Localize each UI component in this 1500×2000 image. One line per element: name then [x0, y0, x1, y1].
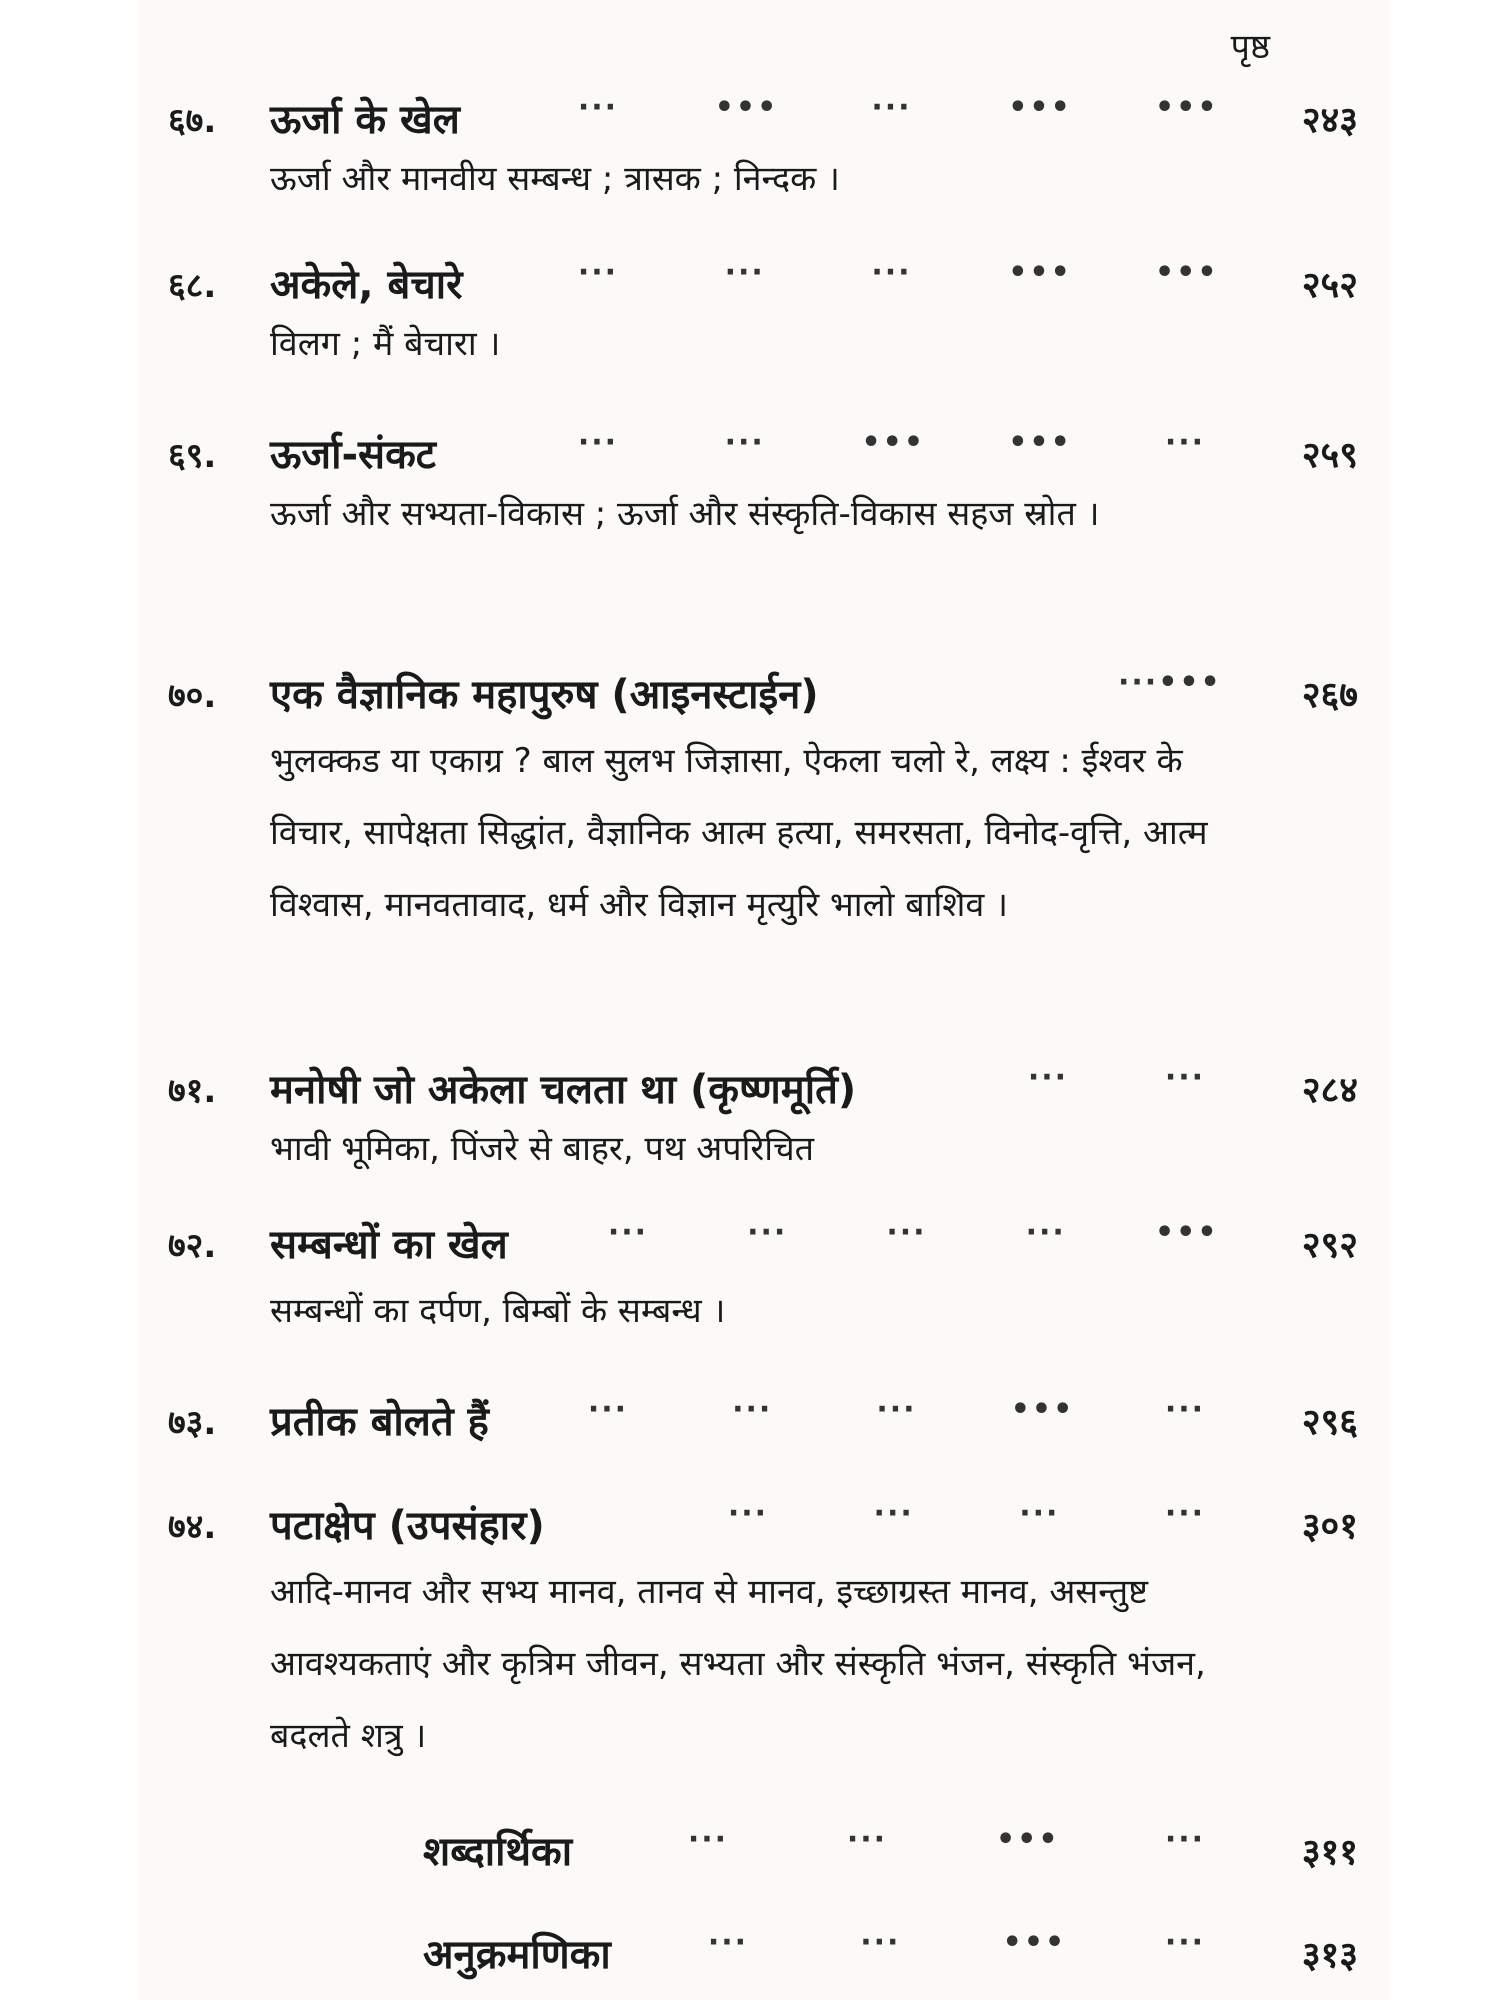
entry-description: विलग ; मैं बेचारा । [270, 324, 501, 364]
entry-description: भुलक्कड या एकाग्र ? बाल सुलभ जिज्ञासा, ऐकला चलो रे, लक्ष्य : ईश्वर के विचार, सापेक्षता सिद्धांत, वैज्ञानिक आत्म हत्या, समरसता, विनोद-वृत्ति, आत्म विश्वास, मानवतावाद, धर्म और विज्ञान मृत्युरि भालो बाशिव । [270, 741, 1208, 925]
toc-entry[interactable] [138, 1215, 1390, 1347]
entry-page: ३१३ [1301, 1935, 1358, 1976]
entry-title: प्रतीक बोलते हैं [270, 1399, 489, 1445]
leader-dots: ··· ••• [1118, 665, 1222, 700]
entry-number: ७४. [168, 1507, 217, 1547]
leader-dots: ··· ··· [1027, 1060, 1206, 1095]
toc-entry[interactable] [138, 425, 1390, 543]
entry-title: सम्बन्धों का खेल [270, 1222, 508, 1268]
leader-dots: ··· ··· ··· ••• ··· [587, 1392, 1206, 1427]
page-margin [0, 0, 138, 2000]
page-column-label: पृष्ठ [1230, 27, 1270, 67]
leader-dots: ··· ··· ••• ··· [687, 1822, 1206, 1857]
entry-number: ७१. [168, 1071, 217, 1111]
toc-page [138, 0, 1390, 2000]
entry-page: २६७ [1301, 675, 1358, 716]
toc-entry-index[interactable] [138, 1925, 1390, 1985]
entry-description: सम्बन्धों का दर्पण, बिम्बों के सम्बन्ध । [270, 1291, 726, 1331]
toc-entry-glossary[interactable] [138, 1822, 1390, 1882]
entry-page: २९२ [1301, 1225, 1358, 1266]
entry-title: ऊर्जा के खेल [270, 97, 460, 143]
entry-description: ऊर्जा और मानवीय सम्बन्ध ; त्रासक ; निन्दक । [270, 159, 840, 199]
entry-number: ६९. [168, 436, 217, 476]
entry-page: ३०१ [1301, 1506, 1358, 1547]
entry-number: ७०. [168, 676, 217, 716]
entry-description: भावी भूमिका, पिंजरे से बाहर, पथ अपरिचित [270, 1129, 815, 1169]
entry-number: ७३. [168, 1403, 217, 1443]
entry-title: अकेले, बेचारे [270, 262, 463, 308]
entry-title: शब्दार्थिका [423, 1829, 573, 1875]
entry-description: आदि-मानव और सभ्य मानव, तानव से मानव, इच्छाग्रस्त मानव, असन्तुष्ट आवश्यकताएं और कृत्रिम जीवन, सभ्यता और संस्कृति भंजन, संस्कृति भंजन, बदलते शत्रु । [270, 1572, 1206, 1756]
toc-entry[interactable] [138, 1060, 1390, 1178]
toc-entry[interactable] [138, 90, 1390, 208]
entry-title: पटाक्षेप (उपसंहार) [270, 1503, 545, 1549]
leader-dots: ··· ··· ••• ··· [707, 1925, 1206, 1960]
entry-page: २५२ [1301, 265, 1358, 306]
entry-number: ६८. [168, 266, 217, 306]
entry-title: अनुक्रमणिका [423, 1932, 611, 1978]
entry-description: ऊर्जा और सभ्यता-विकास ; ऊर्जा और संस्कृति-विकास सहज स्रोत । [270, 494, 1100, 534]
entry-page: ३११ [1301, 1832, 1358, 1873]
leader-dots: ··· ••• ··· ••• ••• [577, 90, 1219, 125]
entry-number: ७२. [168, 1226, 217, 1266]
leader-dots: ··· ··· ··· ··· [727, 1496, 1206, 1531]
entry-page: २८४ [1301, 1070, 1358, 1111]
leader-dots: ··· ··· ··· ••• ••• [577, 255, 1219, 290]
entry-page: २५९ [1301, 435, 1358, 476]
toc-entry[interactable] [138, 1392, 1390, 1452]
entry-title: ऊर्जा-संकट [270, 432, 436, 478]
toc-entry[interactable] [138, 1496, 1390, 1772]
entry-page: २९६ [1301, 1402, 1358, 1443]
entry-page: २४३ [1301, 100, 1358, 141]
leader-dots: ··· ··· ··· ··· ••• [607, 1215, 1219, 1250]
toc-entry[interactable] [138, 665, 1390, 941]
entry-title: एक वैज्ञानिक महापुरुष (आइनस्टाईन) [270, 672, 819, 718]
entry-title: मनोषी जो अकेला चलता था (कृष्णमूर्ति) [270, 1067, 857, 1113]
leader-dots: ··· ··· ••• ••• ··· [577, 425, 1206, 460]
entry-number: ६७. [168, 101, 217, 141]
toc-entry[interactable] [138, 255, 1390, 373]
